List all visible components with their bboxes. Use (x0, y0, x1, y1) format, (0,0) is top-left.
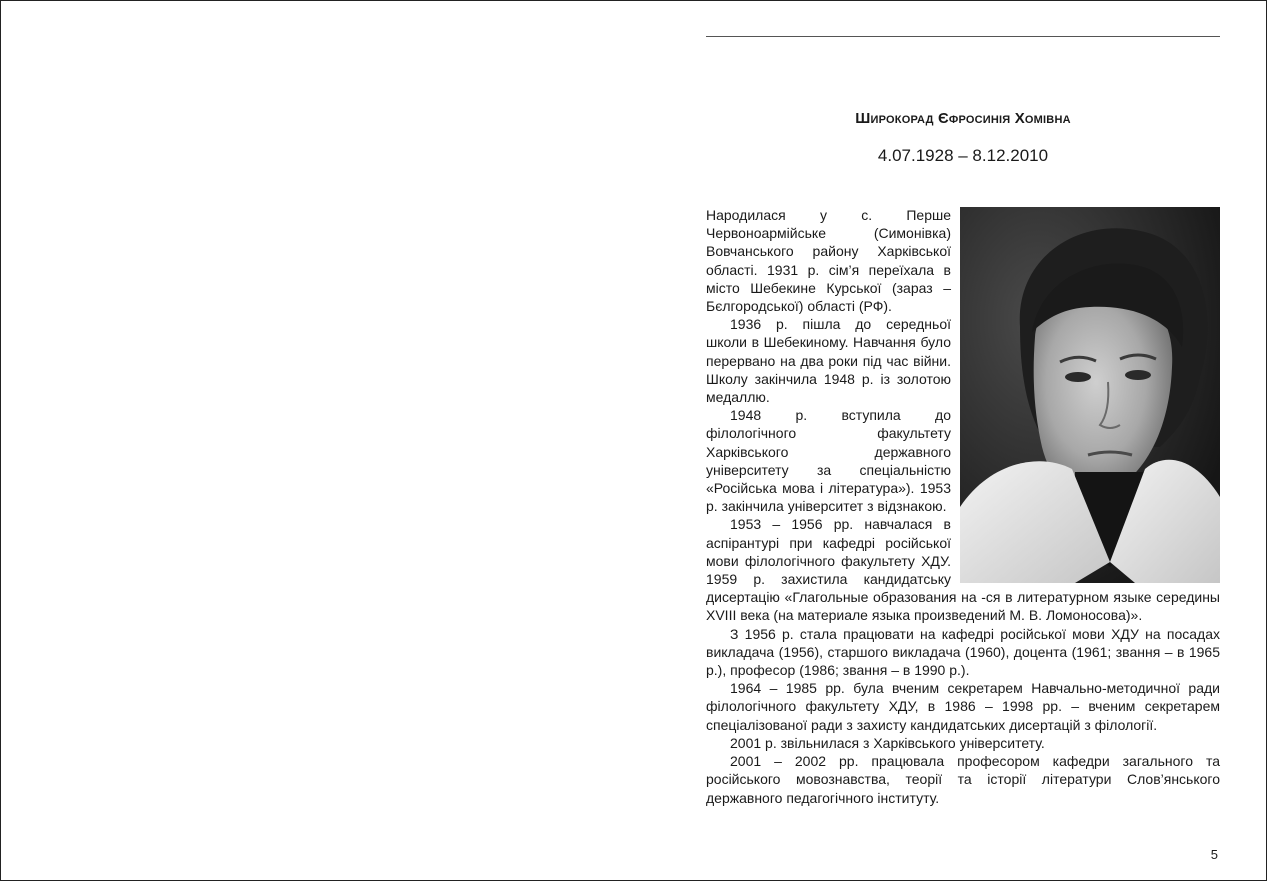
bio-paragraph: 1953 – 1956 рр. навчалася в аспірантурі при кафедрі російської мови філологічного факультету ХДУ. 1959 р. захистила кандидатську дисертацію «Глагольные образования на -ся в литературном языке середины XVIII века (на материале языка произведений М. В. Ломоносова)». (706, 516, 1220, 624)
bio-paragraph: 2001 – 2002 рр. працювала професором кафедри загального та російського мовознавства, теорії та історії літератури Слов’янського державного педагогічного інституту. (706, 753, 1220, 806)
bio-paragraph: З 1956 р. стала працювати на кафедрі російської мови ХДУ на посадах викладача (1956), старшого викладача (1960), доцента (1961; звання – в 1965 р.), професор (1986; звання – в 1990 р.). (706, 625, 1220, 679)
header-rule (706, 36, 1220, 37)
biography-text (706, 206, 1220, 807)
right-page (634, 1, 1266, 880)
bio-paragraph: 1936 р. пішла до середньої школи в Шебекиному. Навчання було перервано на два роки під час війни. Школу закінчила 1948 р. із золотою медаллю. (706, 316, 951, 406)
portrait-photo (960, 207, 1220, 583)
bio-paragraph: 2001 р. звільнилася з Харківського університету. (730, 734, 1045, 751)
life-dates: 4.07.1928 – 8.12.2010 (877, 146, 1049, 165)
person-name-title: Широкорад Єфросинія Хомівна (855, 110, 1071, 127)
left-page-blank (1, 1, 634, 880)
bio-paragraph: Народилася у с. Перше Червоноармійське (Симонівка) Вовчанського району Харківської області. 1931 р. сім’я переїхала в місто Шебекине Курської (зараз – Бєлгородської) області (РФ). (706, 207, 951, 315)
bio-paragraph: 1948 р. вступила до філологічного факультету Харківського державного університету за спеціальністю «Російська мова і література»). 1953 р. закінчила університет з відзнакою. (706, 407, 951, 515)
bio-paragraph: 1964 – 1985 рр. була вченим секретарем Навчально-методичної ради філологічного факультету ХДУ, в 1986 – 1998 рр. – вченим секретарем спеціалізованої ради з захисту кандидатських дисертацій з філології. (706, 680, 1220, 733)
page-number: 5 (1210, 847, 1218, 862)
